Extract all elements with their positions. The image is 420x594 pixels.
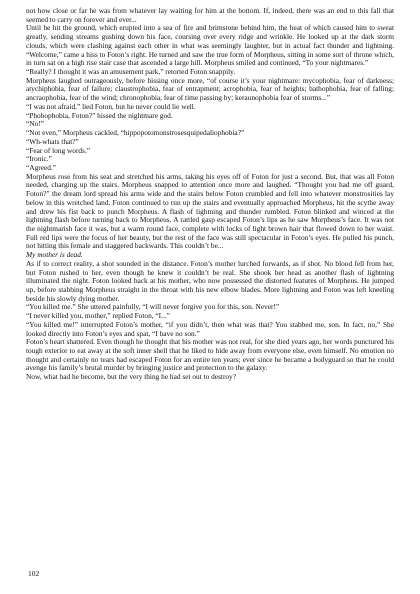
paragraph: “You killed me!” interrupted Foton’s mother, “if you didn’t, then what was that? You stabbed me, son. In fact, no,” She looked directly into Foton’s eyes and spat, “I have no son.”: [26, 319, 394, 338]
paragraph: “No!”: [26, 119, 44, 129]
paragraph: “Wh-whats that?”: [26, 136, 79, 146]
paragraph: not how close or far he was from whatever lay waiting for him at the bottom. If, indeed, there was an end to this fall that seemed to carry on forever and ever...: [26, 6, 394, 24]
paragraph: Morpheus rose from his seat and stretched his arms, taking his eyes off of Foton for just a second. But, that was all Foton needed, charging up the stairs. Morpheus snapped to attention once more and laughed. “Thought you had me off guard, Foton?” the dream lord spread his arms wide and the stairs below Foton crumbled and fell into whatever monstrosities lay below in this wretched land. Foton continued to run up the stairs and eventually approached Morpheus, hit the scythe away and drew his fist back to punch Morpheus. A flash of lightning and thunder rumbled. Foton blinked and winced at the lightning flash before turning back to Morpheus. A rattled gasp escaped Foton’s lips as he saw Morpheus’s face. It was not the nightmarish face it was, but a warm round face, complete with locks of light brown hair that flowed down to her waist. Full red lips were the focus of her beauty, but the rest of the face was still spectacular in Foton’s eyes. He pulled his punch, not hitting this female and staggered backwards. This couldn’t be...: [26, 171, 394, 251]
page-number: 102: [28, 569, 40, 578]
italic-thought: My mother is dead.: [26, 250, 83, 260]
paragraph: “You killed me.” She uttered painfully, “I will never forgive you for this, son. Never!”: [26, 302, 280, 312]
paragraph: Now, what had he become, but the very thing he had set out to destroy?: [26, 372, 236, 382]
paragraph: As if to correct reality, a shot sounded in the distance. Foton’s mother lurched forwards, as if shot. No blood fell from her, but Foton rushed to her, even though he knew it couldn’t be real. She shook her head as another flash of lightning illuminated the night. Foton looked back at his mother, who now possessed the distorted features of Morpheus. He jumped up, before stabbing Morpheus straight in the throat with his new elbow blades. More lightning and Foton was left kneeling beside his slowly dying mother.: [26, 258, 394, 303]
paragraph: Foton’s heart shattered. Even though he thought that his mother was not real, for she died years ago, her words punctured his tough exterior to eat away at the soft inner shell that he liked to hide away from everyone else, even himself. No emotion no thought and certainly no tears had escaped Foton for an entire ten years; ever since he became a bodyguard so that he could avenge his family’s brutal murder by bringing justice and protection to the galaxy.: [26, 337, 394, 373]
paragraph: “Really? I thought it was an amusement park,” retorted Foton snappily.: [26, 67, 236, 77]
paragraph: “Not even,” Morpheus cackled, “hippopotomonstrosesquipedaliophobia?”: [26, 128, 245, 138]
paragraph: “Phobophobia, Foton?” hissed the nightmare god.: [26, 110, 173, 120]
body-text: [26, 7, 394, 382]
paragraph: “Agreed.”: [26, 162, 56, 172]
paragraph: Until he hit the ground, which erupted into a sea of fire and brimstone behind him, the heat of which caused him to sweat greatly, sending streams gushing down his face, coursing over every ridge and wrinkle. He looked up at the dark storm clouds, which were clashing against each other in what was seemingly laughter, but in actual fact thunder and lightning. “Welcome,” came a hiss to Foton’s right. He turned and saw the true form of Morpheus, sitting in some sort of throne which, in turn sat on a high rise stair case that ascended a large hill. Morpheus smiled and continued, “To your nightmares.”: [26, 23, 394, 68]
paragraph: “Ironic.”: [26, 154, 52, 164]
paragraph: “I never killed you, mother,” replied Foton, “I...”: [26, 311, 170, 321]
paragraph: Morpheus laughed outrageously, before hissing once more, “of course it’s your nightmare: mycophobia, fear of darkness; atychiphobia, fear of failure; claustrophobia, fear of entrapment; acrophobia, fear of heights; bathophobia, fear of falling; ancraophobia, fear of the wind; chronophobia, fear of time passing by; keraunophobia fear of storms...”: [26, 75, 394, 103]
paragraph: “Fear of long words.”: [26, 145, 91, 155]
paragraph: “I was not afraid,” lied Foton, but he never could lie well.: [26, 101, 196, 111]
